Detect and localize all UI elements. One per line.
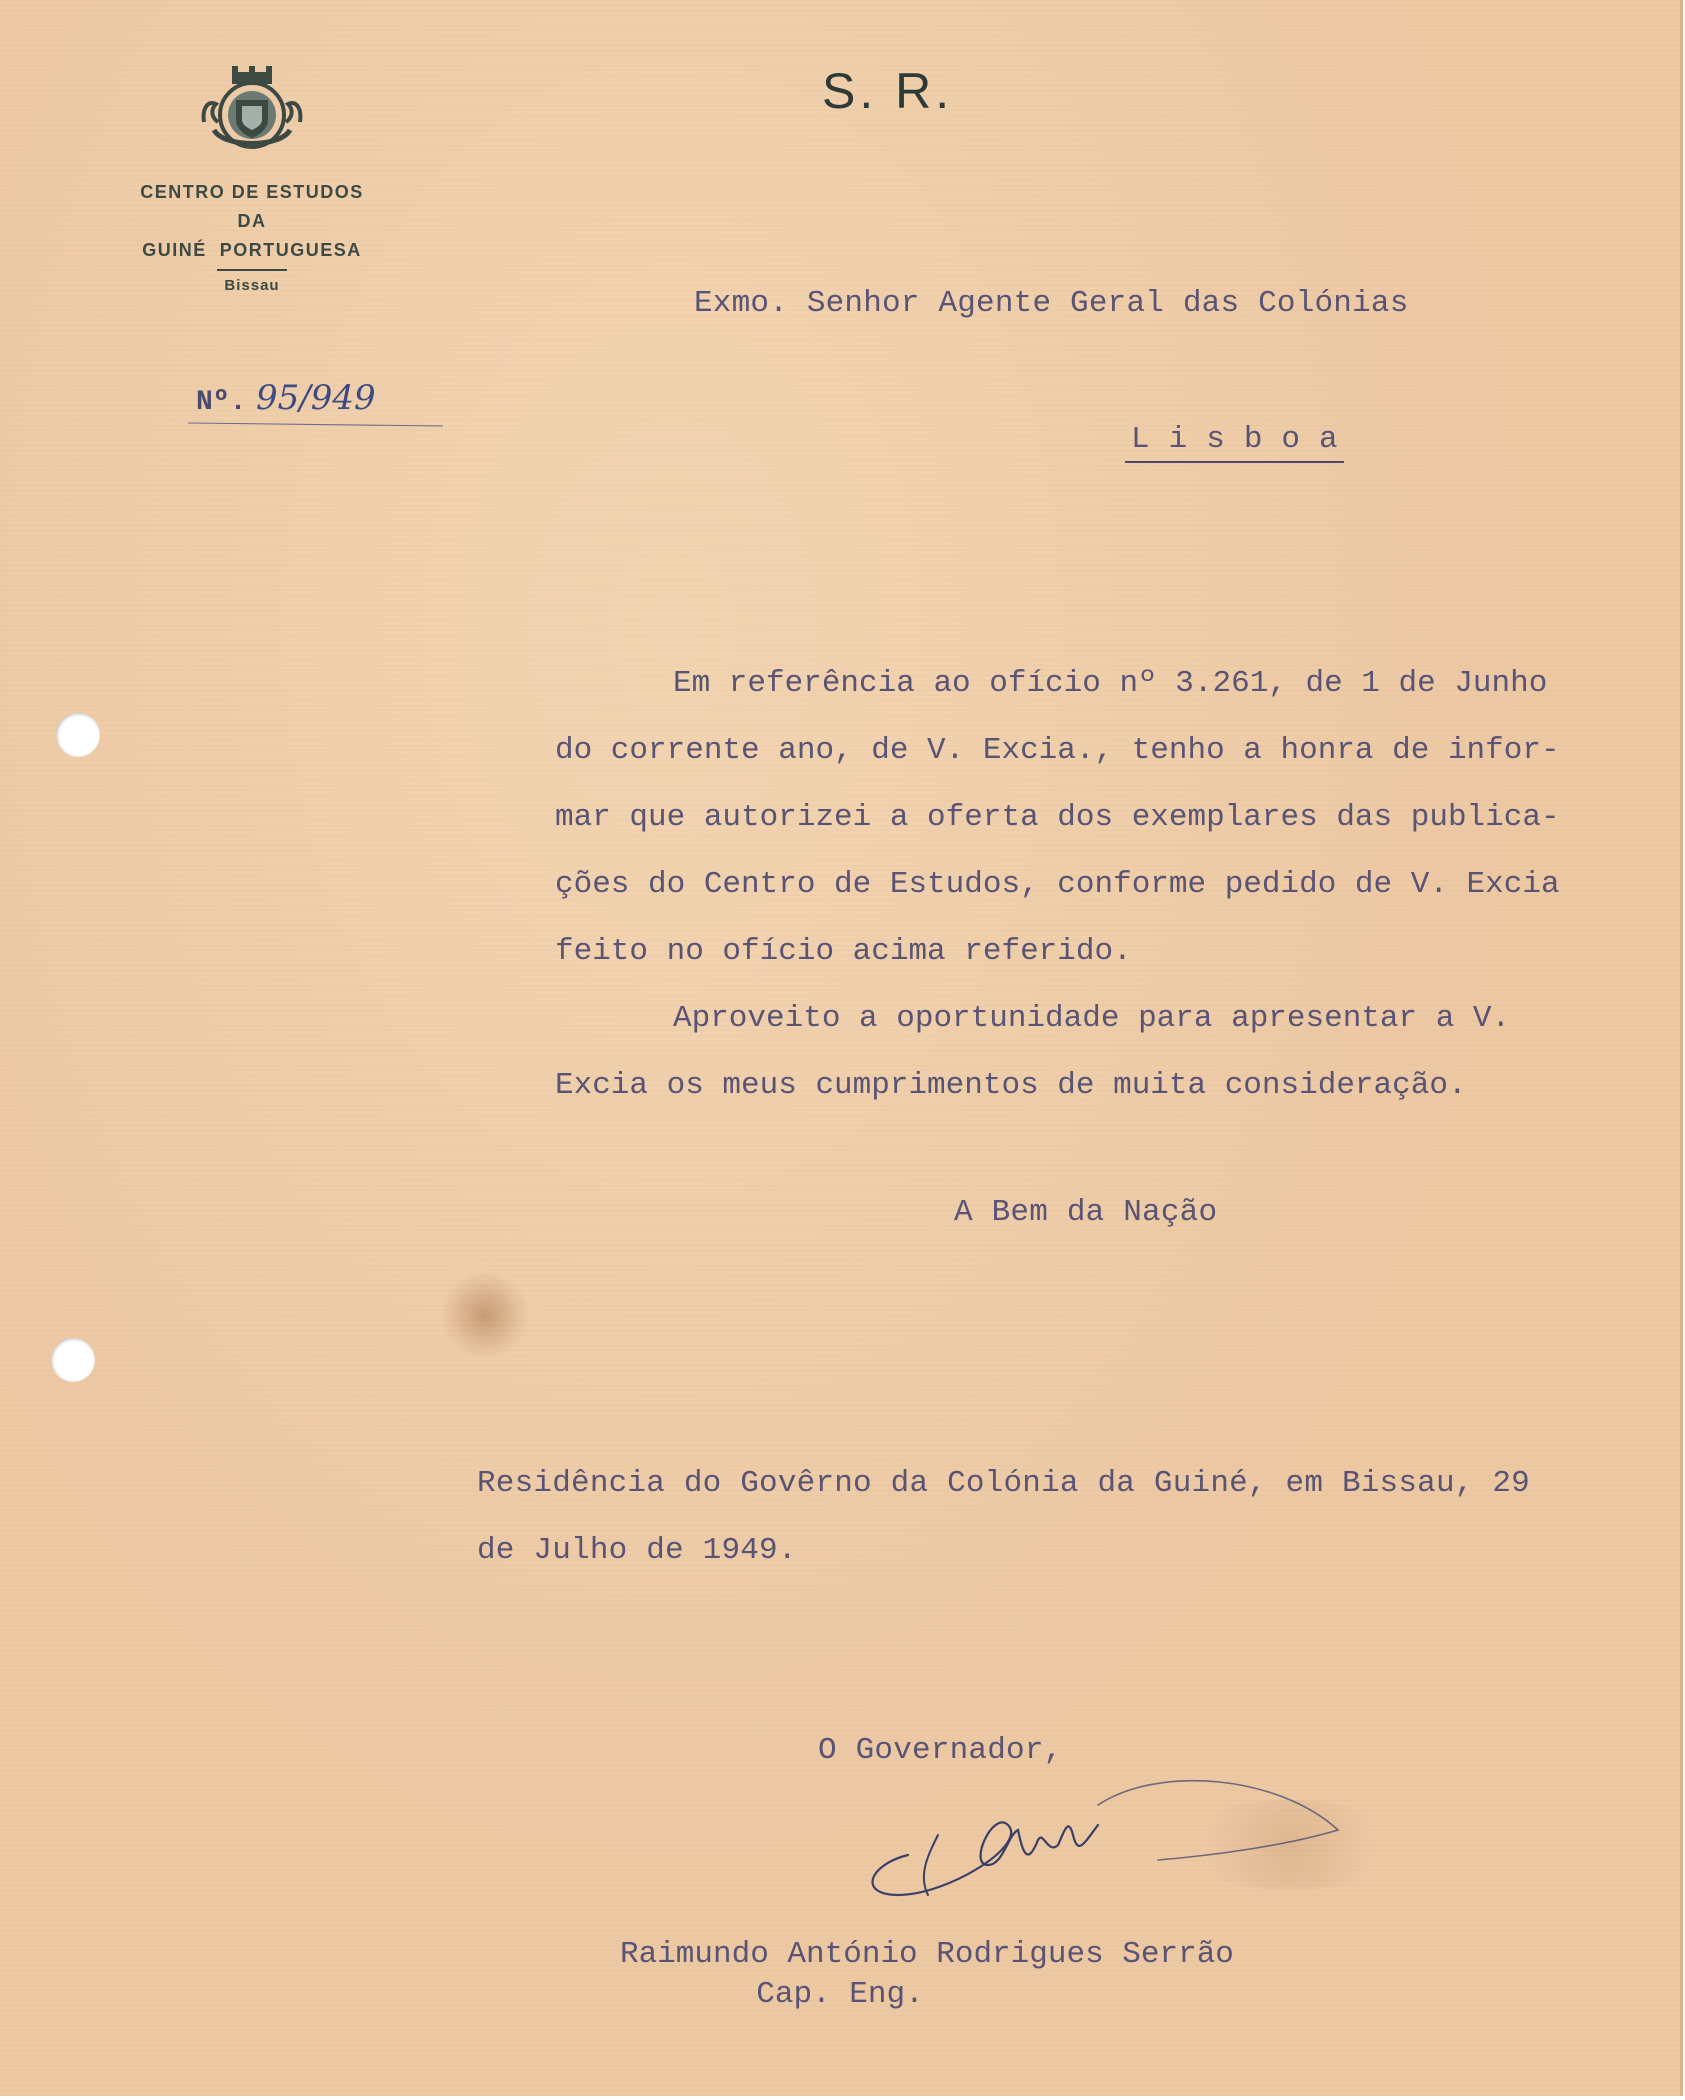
body-line: mar que autorizei a oferta dos exemplares das publica-	[555, 800, 1560, 835]
body-line: ções do Centro de Estudos, conforme pedido de V. Excia	[555, 867, 1560, 902]
reference-number	[196, 378, 376, 418]
reference-label: Nº.	[196, 387, 247, 418]
place-date-line-2: de Julho de 1949.	[477, 1533, 797, 1568]
reference-underline	[188, 422, 443, 426]
addressee-city: L i s b o a	[1125, 422, 1344, 463]
letterhead-line-1: CENTRO DE ESTUDOS	[140, 182, 364, 202]
letterhead-city: Bissau	[224, 277, 280, 294]
handwritten-signature	[858, 1745, 1358, 1905]
punch-hole	[51, 1338, 95, 1382]
body-line: Excia os meus cumprimentos de muita consideração.	[555, 1068, 1467, 1103]
body-line: Aproveito a oportunidade para apresentar a V.	[673, 1001, 1511, 1036]
stain	[440, 1270, 530, 1360]
reference-handwritten: 95/949	[256, 378, 376, 418]
signatory-title: O Governador,	[818, 1733, 1063, 1768]
classification-mark: S. R.	[822, 63, 954, 119]
place-date-line-1: Residência do Govêrno da Colónia da Guiné, em Bissau, 29	[477, 1466, 1530, 1501]
body-line: Em referência ao ofício nº 3.261, de 1 de Junho	[673, 666, 1548, 701]
crest-icon	[196, 60, 308, 158]
letterhead	[92, 60, 412, 294]
body-line: do corrente ano, de V. Excia., tenho a honra de infor-	[555, 733, 1560, 768]
letter-body	[555, 650, 1655, 1119]
letterhead-line-3: GUINÉ PORTUGUESA	[142, 240, 362, 260]
body-line: feito no ofício acima referido.	[555, 934, 1132, 969]
signatory-rank: Cap. Eng.	[756, 1977, 924, 2012]
addressee-salutation: Exmo. Senhor Agente Geral das Colónias	[694, 286, 1409, 321]
letterhead-divider	[217, 269, 287, 271]
signatory-name: Raimundo António Rodrigues Serrão	[620, 1937, 1234, 1972]
closing-formula: A Bem da Nação	[954, 1195, 1218, 1230]
signature-block	[620, 1935, 1234, 2015]
letterhead-line-2: DA	[237, 211, 267, 231]
punch-hole	[56, 713, 100, 757]
